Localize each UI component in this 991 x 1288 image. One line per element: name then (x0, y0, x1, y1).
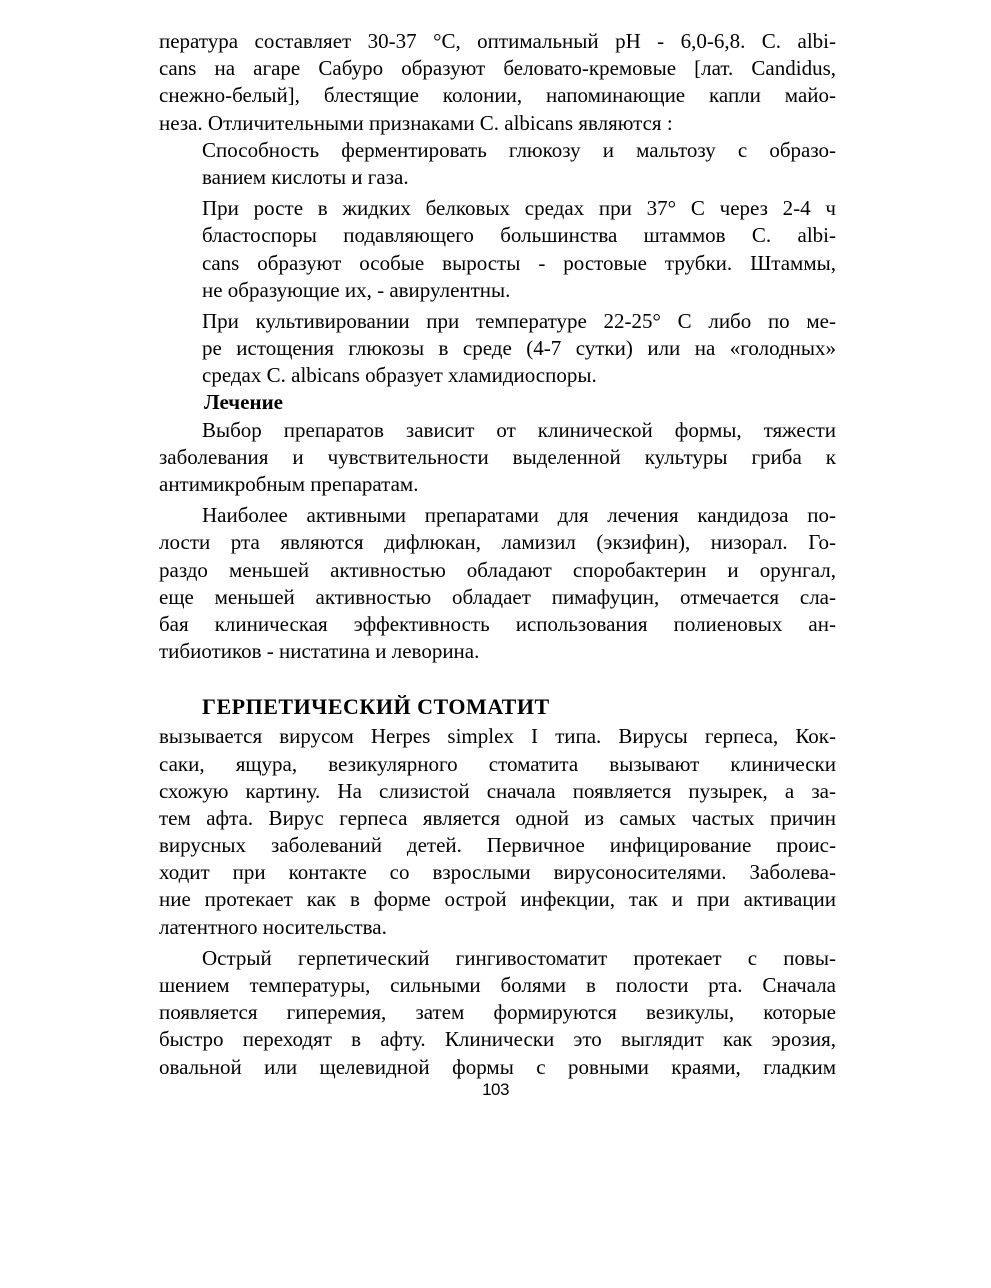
text-line: ходит при контакте со взрослыми вирусоносителями. Заболева- (159, 860, 836, 885)
text-line: снежно-белый], блестящие колонии, напоминающие капли майо- (159, 83, 836, 108)
text-line: ванием кислоты и газа. (202, 164, 409, 189)
herpes-paragraph (159, 723, 836, 941)
page-number: 103 (482, 1080, 509, 1099)
text-line: быстро переходят в афту. Клинически это выглядит как эрозия, (159, 1027, 836, 1052)
text-line: появляется гиперемия, затем формируются везикулы, которые (159, 1000, 836, 1025)
text-line: не образующие их, - авирулентны. (202, 277, 511, 302)
text-line: раздо меньшей активностью обладают споробактерин и орунгал, (159, 557, 836, 582)
feature-item (159, 308, 836, 390)
text-line: тибиотиков - нистатина и леворина. (159, 639, 480, 664)
herpes-heading: ГЕРПЕТИЧЕСКИЙ СТОМАТИТ (202, 694, 550, 720)
text-line: антимикробным препаратам. (159, 472, 419, 496)
text-line: латентного носительства. (159, 914, 387, 939)
text-line: Способность ферментировать глюкозу и мальтозу с образо- (202, 137, 836, 162)
text-line: неза. Отличительными признаками С. albicans являются : (159, 110, 673, 135)
text-line: схожую картину. На слизистой сначала появляется пузырек, а за- (159, 778, 836, 803)
text-line: вызывается вирусом Herpes simplex I типа. Вирусы герпеса, Кок- (159, 724, 836, 749)
text-line: бластоспоры подавляющего большинства штаммов С. albi- (202, 223, 836, 248)
text-line: овальной или щелевидной формы с ровными краями, гладким (159, 1054, 836, 1079)
treatment-paragraph (159, 417, 836, 499)
text-line: шением температуры, сильными болями в полости рта. Сначала (159, 973, 836, 997)
text-line: лости рта являются дифлюкан, ламизил (экзифин), низорал. Го- (159, 530, 836, 555)
text-line: заболевания и чувствительности выделенной культуры гриба к (159, 444, 836, 469)
text-line: cans образуют особые выросты - ростовые трубки. Штаммы, (202, 250, 836, 275)
text-line: ре истощения глюкозы в среде (4-7 сутки) или на «голодных» (202, 336, 836, 361)
feature-item (159, 195, 836, 304)
text-line: саки, ящура, везикулярного стоматита вызывают клинически (159, 751, 836, 776)
intro-paragraph (159, 28, 836, 137)
text-line: Острый герпетический гингивостоматит протекает с повы- (202, 945, 836, 970)
text-line: еще меньшей активностью обладает пимафуцин, отмечается сла- (159, 584, 836, 609)
feature-item (159, 137, 836, 191)
text-line: При культивировании при температуре 22-25° С либо по ме- (202, 308, 836, 333)
treatment-paragraph (159, 502, 836, 665)
text-line: cans на агаре Сабуро образуют беловато-кремовые [лат. Candidus, (159, 56, 836, 81)
text-line: средах С. albicans образует хламидиоспоры. (202, 363, 597, 388)
text-line: пература составляет 30-37 °С, оптимальный рН - 6,0-6,8. С. albi- (159, 29, 836, 53)
herpes-paragraph (159, 945, 836, 1081)
text-line: вирусных заболеваний детей. Первичное инфицирование проис- (159, 833, 836, 858)
text-line: бая клиническая эффективность использования полиеновых ан- (159, 611, 836, 636)
page-body (159, 28, 836, 1081)
text-line: ние протекает как в форме острой инфекции, так и при активации (159, 887, 836, 912)
treatment-heading: Лечение (204, 390, 283, 415)
text-line: При росте в жидких белковых средах при 37° С через 2-4 ч (202, 196, 836, 221)
text-line: Выбор препаратов зависит от клинической формы, тяжести (202, 417, 836, 442)
text-line: Наиболее активными препаратами для лечения кандидоза по- (202, 503, 836, 528)
text-line: тем афта. Вирус герпеса является одной из самых частых причин (159, 805, 836, 830)
